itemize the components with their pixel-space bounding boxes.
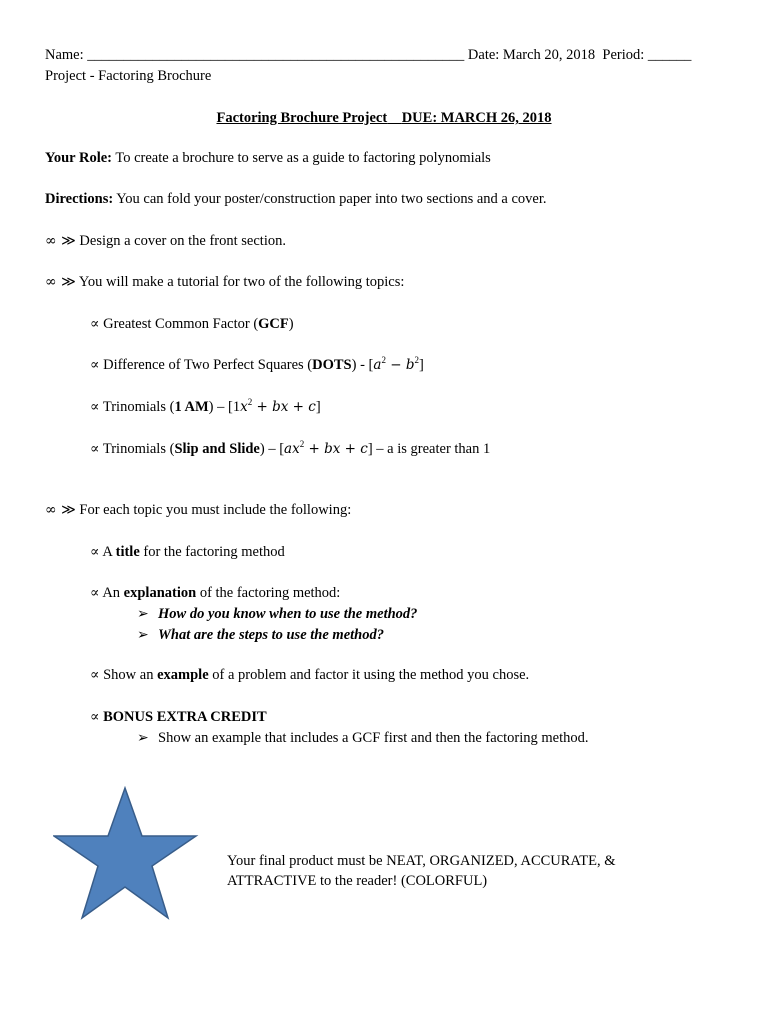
topic-oneam-bold: 1 AM (174, 399, 209, 415)
req-example-post: of a problem and factor it using the method you chose. (208, 667, 530, 683)
header-line (45, 45, 691, 65)
req-question-1 (137, 604, 417, 624)
page-title (0, 108, 768, 128)
star-shape (54, 788, 196, 918)
sup-a: 2 (381, 355, 386, 366)
topic-oneam-post: ) – [1 (208, 399, 241, 415)
infinity-arrow-icon: ∞ ≫ (45, 233, 76, 249)
sup-x: 2 (247, 397, 253, 408)
topic-slip-close: ] (367, 441, 373, 457)
topic-one-am (90, 397, 321, 417)
directions-line (45, 189, 547, 209)
req-title-bold: title (115, 544, 140, 560)
topic-gcf-bold: GCF (258, 316, 289, 332)
topic-dots (90, 355, 424, 375)
proportional-icon: ∝ (90, 399, 100, 415)
role-text: To create a brochure to serve as a guide to factoring polynomials (112, 150, 491, 166)
arrowhead-icon: ➢ (137, 606, 149, 622)
date-text: Date: March 20, 2018 (467, 47, 596, 63)
topic-slip-pre: Trinomials ( (102, 441, 175, 457)
req-q2-text: What are the steps to use the method? (158, 627, 384, 643)
star-icon (53, 786, 199, 920)
period-label: Period: (602, 47, 645, 63)
math-b: b (405, 357, 415, 373)
req-q1-text: How do you know when to use the method? (158, 606, 418, 622)
topic-oneam-close: ] (315, 399, 321, 415)
topic-gcf-post: ) (288, 316, 294, 332)
req-example-pre: Show an (103, 667, 158, 683)
topic-gcf (90, 314, 294, 334)
arrowhead-icon: ➢ (137, 627, 149, 643)
req-title-post: for the factoring method (139, 544, 285, 560)
proportional-icon: ∝ (90, 667, 100, 683)
role-line (45, 148, 491, 168)
topic-slip-post: ) – [ (259, 441, 285, 457)
step-tutorial-text: You will make a tutorial for two of the following topics: (78, 274, 405, 290)
final-note: Your final product must be NEAT, ORGANIZED, ACCURATE, & ATTRACTIVE to the reader! (COLORFUL) (227, 853, 616, 889)
proportional-icon: ∝ (90, 316, 100, 332)
math-x: x (240, 399, 248, 415)
req-question-2 (137, 625, 384, 645)
math-a: a (373, 357, 382, 373)
math-rest: + bx + c (252, 399, 316, 415)
proportional-icon: ∝ (90, 441, 100, 457)
proportional-icon: ∝ (90, 544, 100, 560)
project-line: Project - Factoring Brochure (45, 68, 212, 84)
req-explanation-post: of the factoring method: (196, 585, 341, 601)
math-ax: ax (284, 441, 300, 457)
name-label: Name: (45, 47, 84, 63)
directions-label: Directions: (45, 191, 114, 207)
proportional-icon: ∝ (90, 585, 100, 601)
infinity-arrow-icon: ∞ ≫ (45, 502, 76, 518)
step-cover-text: Design a cover on the front section. (79, 233, 286, 249)
step-each-topic-text: For each topic you must include the following: (79, 502, 352, 518)
topic-slip-slide (90, 439, 490, 459)
topic-oneam-pre: Trinomials ( (102, 399, 175, 415)
req-title-pre: A (102, 544, 116, 560)
role-label: Your Role: (45, 150, 112, 166)
req-bonus-detail (137, 728, 588, 748)
math-rest: + bx + c (304, 441, 368, 457)
step-cover (45, 231, 286, 251)
req-bonus-label: BONUS EXTRA CREDIT (103, 709, 267, 725)
req-explanation-bold: explanation (123, 585, 197, 601)
sup-ax: 2 (299, 439, 305, 450)
period-blank: ______ (647, 47, 692, 63)
topic-slip-tail: – a is greater than 1 (372, 441, 491, 457)
step-tutorial (45, 272, 404, 292)
sup-b: 2 (414, 355, 420, 366)
infinity-arrow-icon: ∞ ≫ (45, 274, 76, 290)
topic-dots-bold: DOTS (312, 357, 352, 373)
arrowhead-icon: ➢ (137, 730, 149, 746)
title-text: Factoring Brochure Project (216, 110, 388, 126)
topic-dots-post: ) - [ (351, 357, 374, 373)
math-minus: − (385, 357, 406, 373)
req-example (90, 665, 529, 685)
req-explanation (90, 583, 340, 603)
req-title (90, 542, 285, 562)
topic-dots-close: ] (419, 357, 424, 373)
directions-text: You can fold your poster/construction paper into two sections and a cover. (113, 191, 547, 207)
due-date: DUE: MARCH 26, 2018 (401, 110, 552, 126)
proportional-icon: ∝ (90, 709, 100, 725)
req-example-bold: example (157, 667, 209, 683)
topic-dots-pre: Difference of Two Perfect Squares ( (103, 357, 313, 373)
req-bonus (90, 707, 267, 727)
topic-slip-bold: Slip and Slide (174, 441, 260, 457)
step-each-topic (45, 500, 351, 520)
topic-gcf-pre: Greatest Common Factor ( (103, 316, 259, 332)
req-explanation-pre: An (102, 585, 124, 601)
name-blank: ____________________________________________________ (87, 47, 465, 63)
req-bonus-detail-text: Show an example that includes a GCF first and then the factoring method. (158, 730, 589, 746)
proportional-icon: ∝ (90, 357, 100, 373)
